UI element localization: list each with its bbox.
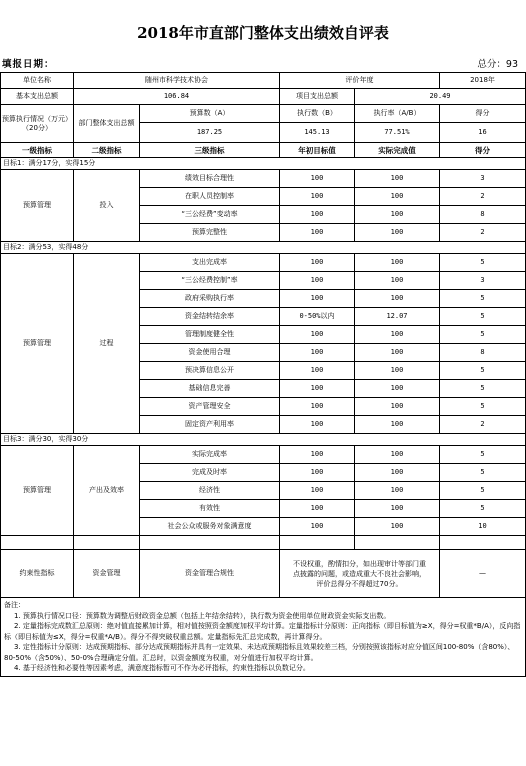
col-header-level1: 一级指标 — [1, 143, 74, 158]
level3-indicator: 经济性 — [140, 482, 280, 500]
level3-indicator: 固定资产利用率 — [140, 416, 280, 434]
level3-indicator: “三公经费”变动率 — [140, 206, 280, 224]
level3-indicator: 完成及时率 — [140, 464, 280, 482]
target-value: 100 — [280, 416, 355, 434]
section-heading: 目标3：满分30，实得30分 — [1, 434, 140, 446]
unit-label: 单位名称 — [1, 73, 74, 89]
indicator-score: 8 — [440, 206, 526, 224]
target-value: 100 — [280, 254, 355, 272]
level3-indicator: 支出完成率 — [140, 254, 280, 272]
target-value: 100 — [280, 206, 355, 224]
rate-label: 执行率（A/B） — [355, 105, 440, 123]
indicator-score: 5 — [440, 500, 526, 518]
constraint-score: — — [440, 550, 526, 598]
exec-b-value: 145.13 — [280, 123, 355, 143]
indicator-score: 5 — [440, 482, 526, 500]
note-item: 4. 基于经济性和必要性等因素考虑，满意度指标暂可不作为必评指标，约束性指标以负数记分。 — [14, 664, 310, 672]
level3-indicator: 预决算信息公开 — [140, 362, 280, 380]
info-row-totals — [1, 89, 526, 105]
indicator-score: 5 — [440, 380, 526, 398]
level3-indicator: 基础信息完善 — [140, 380, 280, 398]
note-item: 3. 定性指标计分原则：达成预期指标、部分达成预期指标并具有一定效果、未达成预期指标且效果较差三档，分别按照该指标对应分值区间100-80%（含80%）、80-50%（含50%）、50-0%合理确定分值。汇总时，以资金额度为权重，对分值进行加权平均计算。 — [4, 643, 515, 662]
actual-value: 100 — [355, 380, 440, 398]
target-value: 100 — [280, 380, 355, 398]
year-label: 评价年度 — [280, 73, 440, 89]
target-value: 100 — [280, 446, 355, 464]
target-value: 100 — [280, 482, 355, 500]
indicator-score: 3 — [440, 272, 526, 290]
col-header-actual: 实际完成值 — [355, 143, 440, 158]
actual-value: 100 — [355, 398, 440, 416]
indicator-score: 3 — [440, 170, 526, 188]
indicator-score: 5 — [440, 308, 526, 326]
level3-indicator: 实际完成率 — [140, 446, 280, 464]
budget-score-value: 16 — [440, 123, 526, 143]
indicator-score: 5 — [440, 290, 526, 308]
section-heading-blank — [140, 242, 526, 254]
notes-row — [1, 598, 526, 677]
actual-value: 100 — [355, 500, 440, 518]
total-score: 总分：93 — [477, 59, 518, 70]
level3-indicator: 管理制度健全性 — [140, 326, 280, 344]
constraint-level3: 资金管理合规性 — [140, 550, 280, 598]
target-value: 100 — [280, 464, 355, 482]
indicator-row — [1, 446, 526, 464]
target-value: 100 — [280, 170, 355, 188]
section-heading-row — [1, 434, 526, 446]
level3-indicator: 在职人员控制率 — [140, 188, 280, 206]
spacer-cell — [1, 536, 74, 550]
notes-label: 备注： — [4, 601, 25, 609]
spacer-cell — [280, 536, 355, 550]
page-title: 2018年市直部门整体支出绩效自评表 — [137, 24, 389, 42]
filing-date-label: 填报日期： — [2, 59, 55, 70]
exec-b-label: 执行数（B） — [280, 105, 355, 123]
constraint-level2: 资金管理 — [74, 550, 140, 598]
level1-indicator: 预算管理 — [1, 446, 74, 536]
level3-indicator: 预算完整性 — [140, 224, 280, 242]
note-item: 2. 定量指标完成数汇总原则：绝对值直接累加计算，相对值按照资金额度加权平均计算。定量指标计分原则：正向指标（即目标值为≥X，得分=权重*B/A），反向指标（即目标值为≤X，得分=权重*A/B）。得分不得突破权重总额。定量指标先汇总完成数，再计算得分。 — [4, 622, 521, 641]
actual-value: 100 — [355, 224, 440, 242]
section-heading-row — [1, 242, 526, 254]
level1-indicator: 预算管理 — [1, 170, 74, 242]
constraint-level1: 约束性指标 — [1, 550, 74, 598]
section-heading-row — [1, 158, 526, 170]
level3-indicator: “三公经费控制”率 — [140, 272, 280, 290]
score-label: 得分 — [440, 105, 526, 123]
constraint-row — [1, 550, 526, 598]
section-heading-blank — [140, 434, 526, 446]
target-value: 100 — [280, 398, 355, 416]
budget-exec-label: 预算执行情况（万元）（20分） — [1, 105, 74, 143]
spacer-row — [1, 536, 526, 550]
year-value: 2018年 — [440, 73, 526, 89]
spacer-cell — [74, 536, 140, 550]
actual-value: 100 — [355, 518, 440, 536]
project-expense-label: 项目支出总额 — [280, 89, 355, 105]
spacer-cell — [355, 536, 440, 550]
evaluation-table — [0, 72, 526, 677]
indicator-score: 5 — [440, 326, 526, 344]
target-value: 100 — [280, 272, 355, 290]
actual-value: 100 — [355, 272, 440, 290]
indicator-score: 5 — [440, 398, 526, 416]
indicator-score: 10 — [440, 518, 526, 536]
actual-value: 100 — [355, 254, 440, 272]
level3-indicator: 政府采购执行率 — [140, 290, 280, 308]
section-heading: 目标2：满分53，实得48分 — [1, 242, 140, 254]
spacer-cell — [140, 536, 280, 550]
actual-value: 12.07 — [355, 308, 440, 326]
target-value: 100 — [280, 188, 355, 206]
indicator-score: 5 — [440, 362, 526, 380]
col-header-level3: 三级指标 — [140, 143, 280, 158]
level2-indicator: 产出及效率 — [74, 446, 140, 536]
target-value: 0-50%以内 — [280, 308, 355, 326]
basic-expense-label: 基本支出总额 — [1, 89, 74, 105]
total-expense-label: 部门整体支出总额 — [74, 105, 140, 143]
indicator-score: 2 — [440, 416, 526, 434]
actual-value: 100 — [355, 362, 440, 380]
constraint-description: 不设权重，酌情扣分，如出现审计等部门重点披露的问题，或造成重大不良社会影响，评价总得分不得超过70分。 — [280, 550, 440, 598]
level3-indicator: 社会公众或服务对象满意度 — [140, 518, 280, 536]
indicator-score: 5 — [440, 254, 526, 272]
budget-header-row — [1, 105, 526, 123]
budget-a-value: 187.25 — [140, 123, 280, 143]
budget-a-label: 预算数（A） — [140, 105, 280, 123]
indicator-score: 5 — [440, 446, 526, 464]
actual-value: 100 — [355, 482, 440, 500]
column-header-row — [1, 143, 526, 158]
section-heading-blank — [140, 158, 526, 170]
level3-indicator: 资金使用合理 — [140, 344, 280, 362]
actual-value: 100 — [355, 416, 440, 434]
actual-value: 100 — [355, 344, 440, 362]
indicator-row — [1, 254, 526, 272]
project-expense-value: 20.49 — [355, 89, 526, 105]
notes-cell — [1, 598, 526, 677]
indicator-score: 2 — [440, 224, 526, 242]
level2-indicator: 过程 — [74, 254, 140, 434]
target-value: 100 — [280, 362, 355, 380]
level3-indicator: 资产管理安全 — [140, 398, 280, 416]
target-value: 100 — [280, 518, 355, 536]
actual-value: 100 — [355, 206, 440, 224]
target-value: 100 — [280, 326, 355, 344]
rate-value: 77.51% — [355, 123, 440, 143]
col-header-target: 年初目标值 — [280, 143, 355, 158]
spacer-cell — [440, 536, 526, 550]
level1-indicator: 预算管理 — [1, 254, 74, 434]
indicator-score: 5 — [440, 464, 526, 482]
indicator-score: 8 — [440, 344, 526, 362]
note-item: 1. 预算执行情况口径：预算数为调整后财政资金总额（包括上年结余结转），执行数为资金使用单位财政资金实际支出数。 — [14, 611, 391, 620]
col-header-level2: 二级指标 — [74, 143, 140, 158]
level2-indicator: 投入 — [74, 170, 140, 242]
level3-indicator: 有效性 — [140, 500, 280, 518]
actual-value: 100 — [355, 290, 440, 308]
indicator-score: 2 — [440, 188, 526, 206]
actual-value: 100 — [355, 170, 440, 188]
target-value: 100 — [280, 224, 355, 242]
actual-value: 100 — [355, 446, 440, 464]
target-value: 100 — [280, 344, 355, 362]
target-value: 100 — [280, 290, 355, 308]
section-heading: 目标1：满分17分，实得15分 — [1, 158, 140, 170]
actual-value: 100 — [355, 464, 440, 482]
info-row-unit — [1, 73, 526, 89]
actual-value: 100 — [355, 188, 440, 206]
actual-value: 100 — [355, 326, 440, 344]
basic-expense-value: 106.84 — [74, 89, 280, 105]
col-header-score: 得分 — [440, 143, 526, 158]
target-value: 100 — [280, 500, 355, 518]
unit-value: 随州市科学技术协会 — [74, 73, 280, 89]
indicator-row — [1, 170, 526, 188]
level3-indicator: 资金结转结余率 — [140, 308, 280, 326]
level3-indicator: 绩效目标合理性 — [140, 170, 280, 188]
